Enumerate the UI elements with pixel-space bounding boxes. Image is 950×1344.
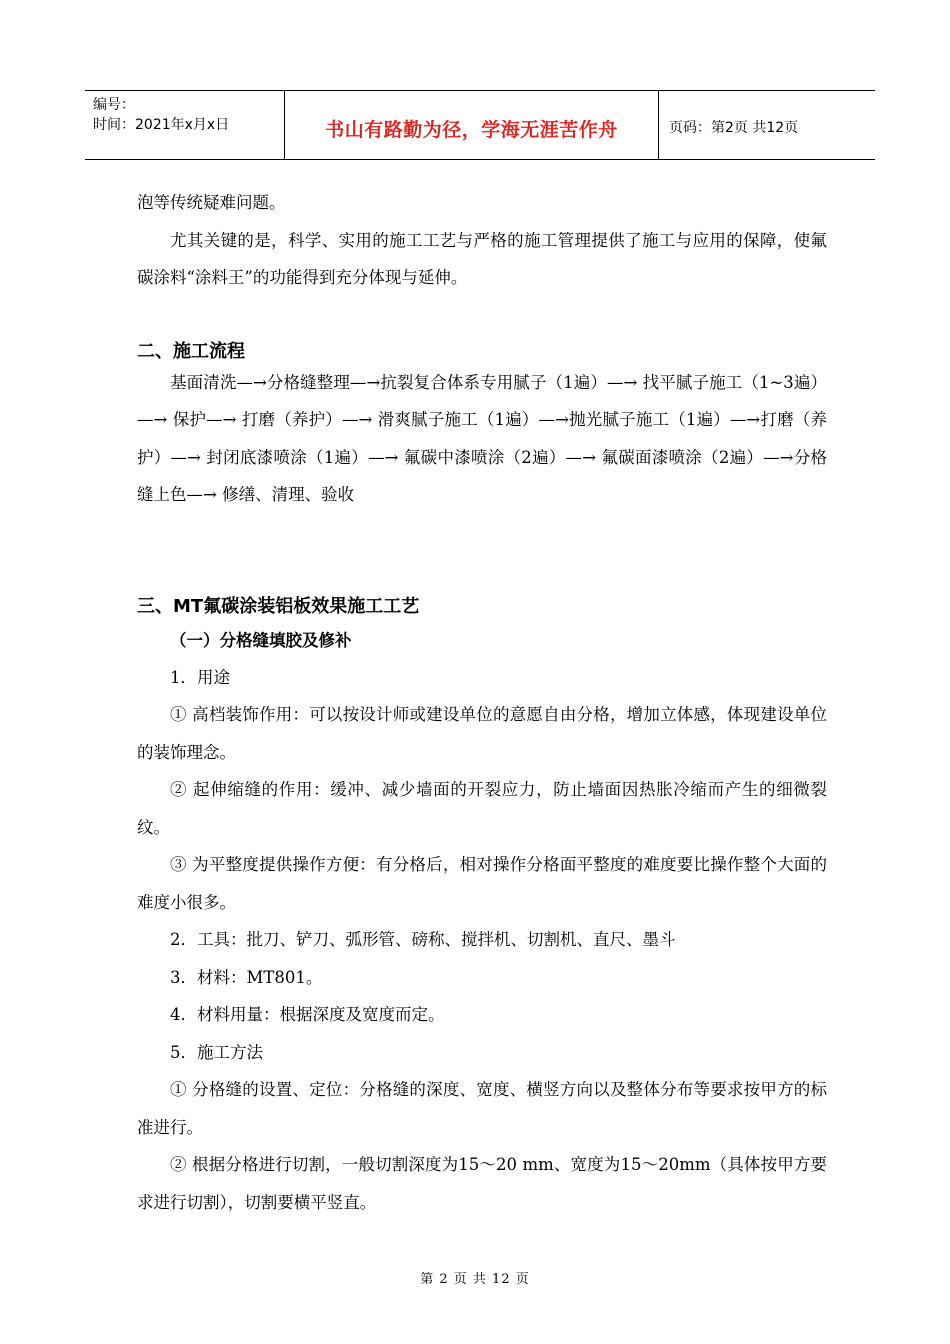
list-item: 2．工具：批刀、铲刀、弧形管、磅称、搅拌机、切割机、直尺、墨斗 bbox=[170, 930, 676, 949]
list-item: ② 根据分格进行切割，一般切割深度为15～20 mm、宽度为15～20mm（具体按甲方要求进行切割），切割要横平竖直。 bbox=[137, 1155, 827, 1212]
list-item: 3．材料：MT801。 bbox=[170, 967, 323, 987]
serial-number-label: 编号： bbox=[93, 97, 135, 113]
header-table bbox=[85, 90, 875, 160]
list-item: ① 高档装饰作用：可以按设计师或建设单位的意愿自由分格，增加立体感，体现建设单位的装饰理念。 bbox=[137, 705, 827, 762]
section-title-craft: 三、MT氟碳涂装铝板效果施工工艺 bbox=[137, 595, 420, 617]
document-body bbox=[137, 184, 827, 1221]
header-info-cell bbox=[85, 91, 285, 159]
time-label: 时间：2021年x月x日 bbox=[93, 117, 230, 133]
process-flow-text: 基面清洗—→分格缝整理—→抗裂复合体系专用腻子（1遍）—→ 找平腻子施工（1~3遍）—→ 保护—→ 打磨（养护）—→ 滑爽腻子施工（1遍）—→抛光腻子施工（1遍）—→打磨（养护）—→ 封闭底漆喷涂（1遍）—→ 氟碳中漆喷涂（2遍）—→ 氟碳面漆喷涂（2遍）—→分格缝上色—→ 修缮、清理、验收 bbox=[137, 372, 827, 504]
section-title-process: 二、施工流程 bbox=[137, 340, 245, 362]
footer-page-number: 第 2 页 共 12 页 bbox=[420, 1272, 530, 1287]
paragraph-key-point: 尤其关键的是，科学、实用的施工工艺与严格的施工管理提供了施工与应用的保障，使氟碳涂料“涂料王”的功能得到充分体现与延伸。 bbox=[137, 230, 827, 287]
header-page-cell bbox=[659, 91, 875, 159]
page-footer bbox=[0, 1268, 950, 1287]
list-item: ③ 为平整度提供操作方便：有分格后，相对操作分格面平整度的难度要比操作整个大面的难度小很多。 bbox=[137, 855, 827, 912]
subsection-title-joint: （一）分格缝填胶及修补 bbox=[170, 630, 352, 650]
list-item: ① 分格缝的设置、定位：分格缝的深度、宽度、横竖方向以及整体分布等要求按甲方的标准进行。 bbox=[137, 1080, 827, 1137]
header-motto-cell bbox=[285, 91, 659, 159]
list-item: 5．施工方法 bbox=[170, 1042, 263, 1062]
list-item: ② 起伸缩缝的作用：缓冲、减少墙面的开裂应力，防止墙面因热胀冷缩而产生的细微裂纹。 bbox=[137, 780, 827, 837]
motto-text: 书山有路勤为径，学海无涯苦作舟 bbox=[325, 118, 618, 141]
list-item: 4．材料用量：根据深度及宽度而定。 bbox=[170, 1005, 445, 1024]
list-item: 1．用途 bbox=[170, 667, 230, 687]
page-number-label: 页码：第2页 共12页 bbox=[669, 120, 799, 136]
paragraph-continued: 泡等传统疑难问题。 bbox=[137, 193, 286, 212]
